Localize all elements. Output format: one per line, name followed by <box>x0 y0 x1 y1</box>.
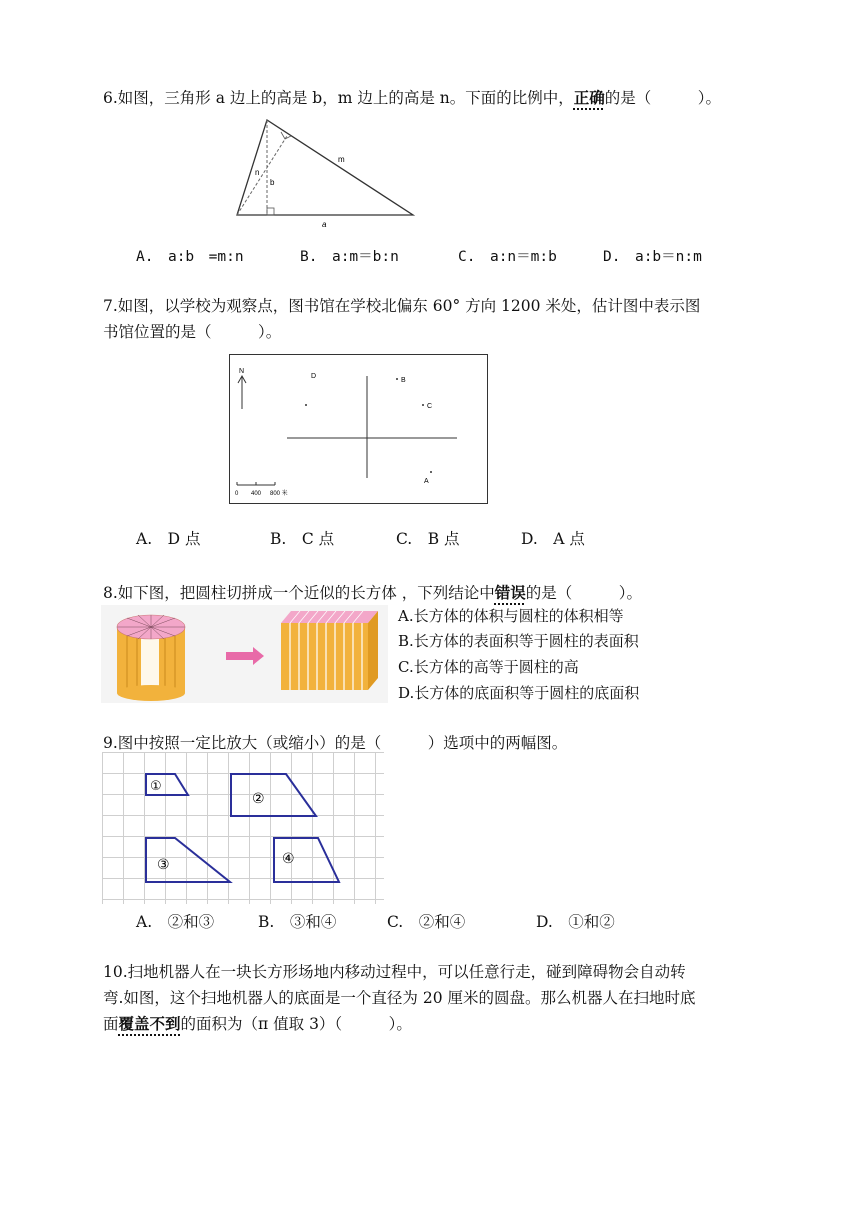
point-a-label: A <box>424 478 429 485</box>
scale-label-0: 0 <box>235 491 239 497</box>
q6-emphasis: 正确 <box>573 89 605 107</box>
shape-4-label: ④ <box>282 850 295 866</box>
point-b-label: B <box>401 377 406 384</box>
q7-stem-line2: 书馆位置的是（ ）。 <box>103 323 282 341</box>
point-a <box>430 471 432 473</box>
q8-choice-a[interactable]: A.长方体的体积与圆柱的体积相等 <box>398 607 624 625</box>
q10-stem-line2: 弯.如图，这个扫地机器人的底面是一个直径为 20 厘米的圆盘。那么机器人在扫地时底 <box>103 989 696 1007</box>
q10-stem-line1: 10.扫地机器人在一块长方形场地内移动过程中，可以任意行走，碰到障碍物会自动转 <box>103 963 686 981</box>
q7-map-figure <box>229 354 489 504</box>
q8-choice-c[interactable]: C.长方体的高等于圆柱的高 <box>398 658 579 676</box>
q8-choice-b[interactable]: B.长方体的表面积等于圆柱的表面积 <box>398 632 639 650</box>
q9-option-c[interactable]: C. ②和④ <box>387 913 466 931</box>
q6-stem: 6.如图，三角形 a 边上的高是 b，m 边上的高是 n。下面的比例中，正确的是（ ）。 <box>103 89 722 107</box>
point-d-label: D <box>311 373 317 380</box>
q9-option-a[interactable]: A. ②和③ <box>136 913 215 931</box>
q6-option-a[interactable]: A. a:b =m:n <box>136 249 244 265</box>
q6-option-b[interactable]: B. a:m＝b:n <box>300 249 399 265</box>
q9-grid-figure <box>102 752 384 904</box>
shape-2-label: ② <box>252 790 265 806</box>
map-frame <box>230 355 488 504</box>
q6-option-d[interactable]: D. a:b＝n:m <box>603 249 702 265</box>
height-n <box>237 136 287 215</box>
shape-3-label: ③ <box>157 856 170 872</box>
q9-stem: 9.图中按照一定比放大（或缩小）的是（ ）选项中的两幅图。 <box>103 734 568 752</box>
label-a: a <box>322 220 327 229</box>
q8-emphasis: 错误 <box>494 584 526 602</box>
triangle <box>237 120 413 215</box>
scale-label-400: 400 <box>251 491 262 497</box>
q7-option-c[interactable]: C. B 点 <box>396 530 460 548</box>
q8-stem: 8.如下图，把圆柱切拼成一个近似的长方体 ，下列结论中错误的是（ ）。 <box>103 584 642 602</box>
label-m: m <box>338 155 345 164</box>
label-n: n <box>255 168 260 177</box>
q8-choice-d[interactable]: D.长方体的底面积等于圆柱的底面积 <box>398 684 640 702</box>
q10-stem-line3: 面覆盖不到的面积为（π 值取 3）（ ）。 <box>103 1015 412 1033</box>
q8-cylinder-figure <box>101 605 388 703</box>
q7-option-d[interactable]: D. A 点 <box>521 530 585 548</box>
scale-label-800: 800 米 <box>270 491 288 497</box>
q6-option-c[interactable]: C. a:n＝m:b <box>458 249 557 265</box>
label-b: b <box>270 178 275 187</box>
point-b <box>396 378 398 380</box>
q9-option-b[interactable]: B. ③和④ <box>258 913 337 931</box>
q7-stem-line1: 7.如图，以学校为观察点，图书馆在学校北偏东 60° 方向 1200 米处，估计图中表示图 <box>103 297 701 315</box>
point-d <box>305 404 307 406</box>
north-label: N <box>239 368 245 375</box>
q6-triangle-figure <box>225 112 425 232</box>
q7-option-b[interactable]: B. C 点 <box>270 530 335 548</box>
point-c-label: C <box>427 403 433 410</box>
right-angle-mark-b <box>267 208 274 215</box>
q7-option-a[interactable]: A. D 点 <box>136 530 201 548</box>
cuboid <box>281 611 378 690</box>
q10-emphasis: 覆盖不到 <box>118 1015 181 1033</box>
q9-option-d[interactable]: D. ①和② <box>536 913 615 931</box>
shape-1-label: ① <box>150 778 162 793</box>
point-c <box>422 404 424 406</box>
cylinder-bottom <box>117 685 185 701</box>
